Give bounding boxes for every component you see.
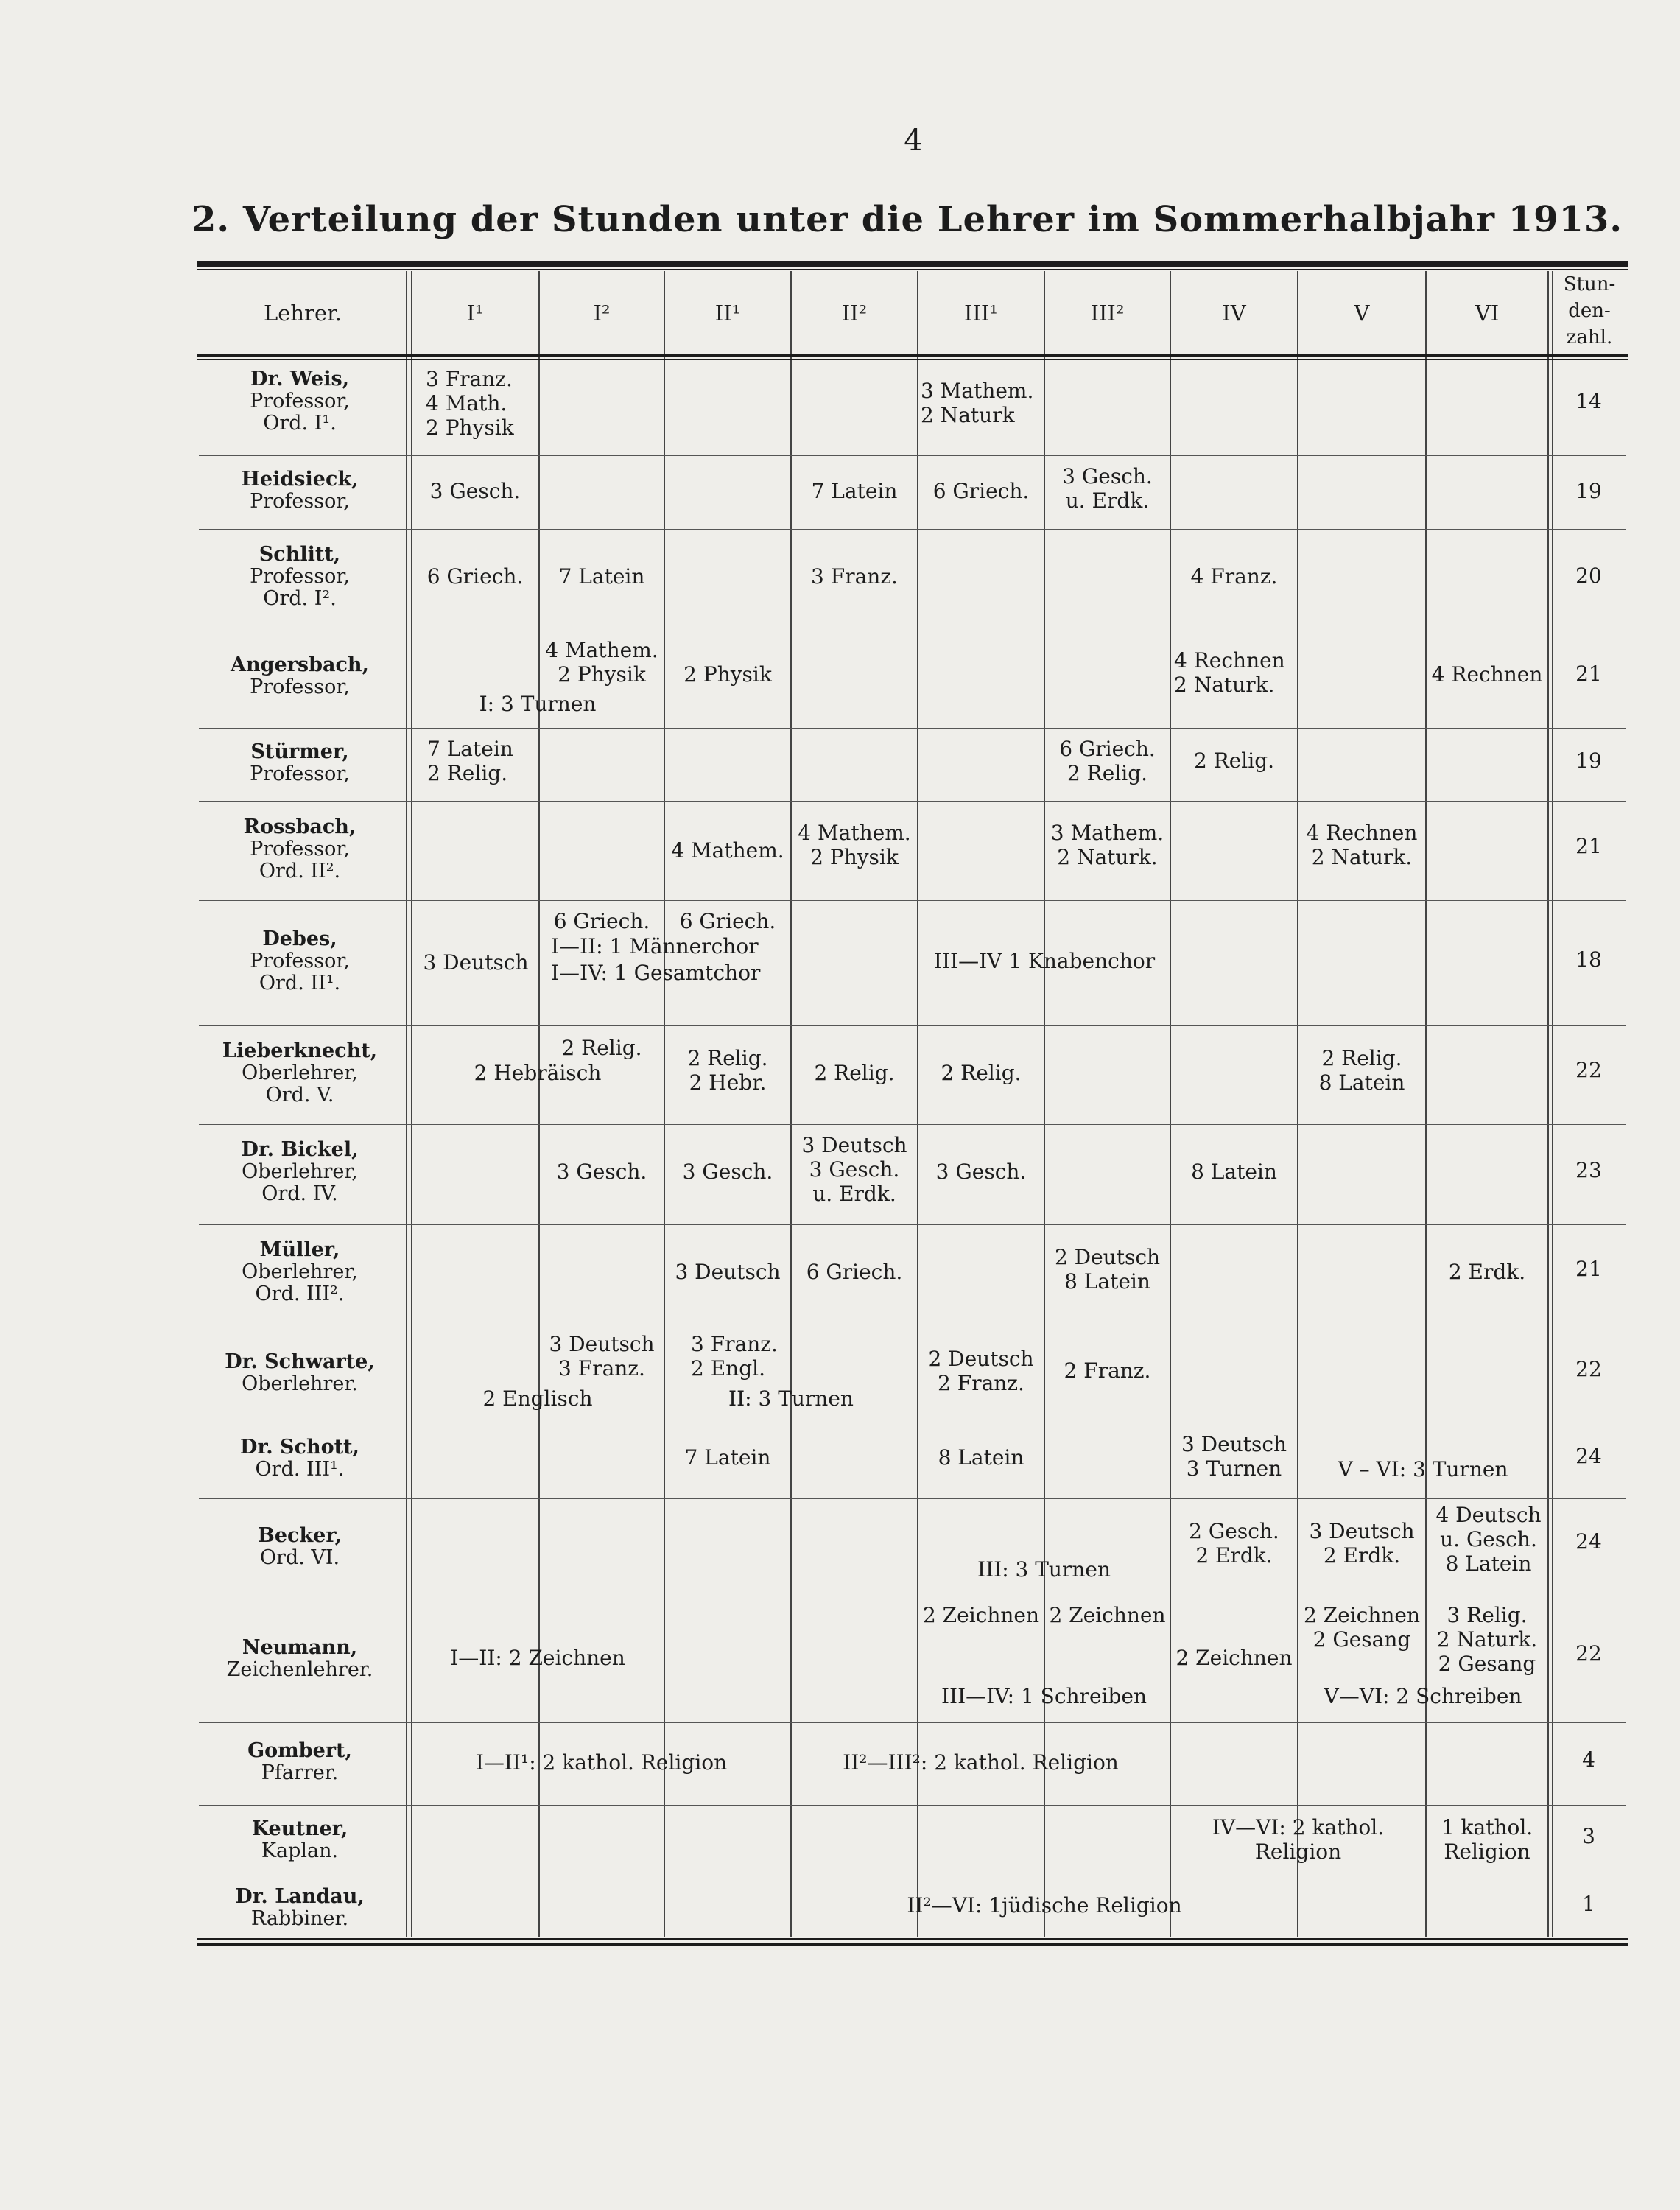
schedule-cell	[1045, 1245, 1170, 1294]
row-divider	[199, 1722, 1626, 1723]
teacher-cell	[200, 816, 399, 883]
schedule-cell: 3 Gesch.	[429, 479, 521, 503]
row-divider	[199, 1124, 1626, 1125]
cell-line: 2 Engl.	[691, 1356, 765, 1381]
schedule-cell	[1298, 1046, 1425, 1095]
cell-line: 2 Naturk	[921, 403, 1015, 427]
teacher-name: Dr. Schott,	[240, 1436, 359, 1459]
schedule-cell	[540, 638, 664, 687]
schedule-cell: 3 Franz.	[811, 564, 898, 589]
row-divider	[199, 529, 1626, 530]
teacher-cell	[200, 1886, 399, 1930]
cell-line: u. Erdk.	[1065, 488, 1150, 513]
teacher-name: Angersbach,	[231, 653, 369, 676]
total-hours: 22	[1575, 1058, 1602, 1082]
cell-line: 3 Deutsch	[1309, 1519, 1415, 1543]
schedule-cell	[1298, 821, 1425, 869]
cell-line: 3 Franz.	[426, 367, 513, 391]
teacher-title: Pfarrer.	[261, 1761, 339, 1784]
header-rule	[197, 354, 1628, 357]
schedule-cell	[1045, 737, 1170, 785]
header-col: I²	[593, 301, 611, 326]
schedule-cell	[1171, 1519, 1297, 1568]
page-title: 2. Verteilung der Stunden unter die Lehrer im Sommerhalbjahr 1913.	[191, 199, 1623, 240]
total-hours: 21	[1575, 1257, 1602, 1281]
cell-line: 1 kathol.	[1441, 1815, 1533, 1839]
row-divider	[199, 1224, 1626, 1225]
teacher-cell	[200, 654, 399, 698]
teacher-cell	[200, 1139, 399, 1205]
cell-line: 3 Gesch.	[809, 1157, 900, 1182]
teacher-name: Dr. Schwarte,	[225, 1350, 375, 1373]
cell-line: 2 Gesang	[1438, 1652, 1536, 1676]
schedule-cell: 4 Rechnen	[1431, 662, 1543, 687]
header-total	[1553, 271, 1625, 351]
row-divider	[199, 728, 1626, 729]
bottom-rule	[197, 1938, 1628, 1940]
schedule-cell: 2 Relig.	[814, 1061, 895, 1085]
cell-line: 2 Hebr.	[689, 1070, 767, 1095]
schedule-cell: 2 Franz.	[1064, 1358, 1151, 1383]
schedule-cell	[792, 1133, 917, 1206]
cell-line: 3 Deutsch	[549, 1332, 655, 1356]
schedule-cell: I—II¹: 2 kathol. Religion	[475, 1750, 728, 1775]
teacher-title: Oberlehrer,	[242, 1160, 358, 1183]
teacher-title: Professor,	[250, 950, 350, 972]
schedule-cell: II: 3 Turnen	[728, 1386, 854, 1411]
header-col: II¹	[714, 301, 741, 326]
row-divider	[199, 1498, 1626, 1499]
teacher-cell	[200, 928, 399, 994]
header-col: IV	[1222, 301, 1246, 326]
teacher-cell	[200, 1239, 399, 1305]
schedule-cell: I: 3 Turnen	[479, 692, 597, 716]
row-divider	[199, 1805, 1626, 1806]
schedule-cell: 6 Griech.	[553, 909, 650, 933]
schedule-cell: 2 Zeichnen	[1049, 1603, 1166, 1627]
teacher-ord: Ord. I¹.	[263, 412, 337, 435]
schedule-cell: III—IV 1 Knabenchor	[933, 949, 1156, 973]
col-divider	[1170, 271, 1171, 1937]
cell-line: 2 Physik	[426, 415, 514, 440]
schedule-cell	[665, 1046, 790, 1095]
teacher-cell	[200, 544, 399, 610]
cell-line: 2 Relig.	[687, 1046, 768, 1070]
cell-line: 8 Latein	[1445, 1551, 1532, 1576]
teacher-name: Lieberknecht,	[222, 1039, 378, 1062]
schedule-cell	[1045, 464, 1170, 513]
cell-line: 3 Turnen	[1186, 1456, 1282, 1481]
teacher-ord: Ord. III².	[255, 1283, 345, 1305]
schedule-cell: II²—III²: 2 kathol. Religion	[843, 1750, 1119, 1775]
schedule-cell	[691, 1332, 778, 1381]
teacher-cell	[200, 1351, 399, 1395]
header-col: V	[1354, 301, 1370, 326]
header-rule-thin	[197, 359, 1628, 360]
teacher-name: Becker,	[258, 1524, 342, 1547]
teacher-name: Stürmer,	[250, 740, 349, 763]
cell-line: 2 Franz.	[938, 1371, 1024, 1395]
teacher-cell	[200, 1818, 399, 1862]
cell-line: 2 Deutsch	[1054, 1245, 1161, 1269]
top-rule-thin	[197, 269, 1628, 270]
teacher-cell	[200, 1637, 399, 1681]
col-divider	[664, 271, 665, 1937]
schedule-cell	[918, 1347, 1044, 1395]
schedule-cell: II²—VI: 1jüdische Religion	[907, 1893, 1182, 1918]
cell-line: 2 Gesang	[1312, 1627, 1411, 1652]
teacher-title: Professor,	[250, 762, 350, 785]
teacher-title: Ord. VI.	[259, 1546, 340, 1569]
teacher-title: Zeichenlehrer.	[226, 1658, 373, 1681]
teacher-title: Ord. III¹.	[255, 1458, 345, 1481]
teacher-title: Professor,	[250, 565, 350, 588]
cell-line: 4 Mathem.	[798, 821, 911, 845]
cell-line: 2 Naturk.	[1057, 845, 1158, 869]
schedule-cell: I—II: 2 Zeichnen	[450, 1646, 625, 1670]
schedule-cell: I—II: 1 Männerchor	[551, 934, 759, 958]
teacher-title: Oberlehrer,	[242, 1260, 358, 1283]
header-col: III¹	[964, 301, 998, 326]
schedule-cell	[1171, 1815, 1425, 1864]
schedule-cell: 7 Latein	[558, 564, 645, 589]
teacher-ord: Ord. V.	[265, 1084, 334, 1106]
schedule-cell	[427, 737, 513, 785]
cell-line: 2 Gesch.	[1189, 1519, 1279, 1543]
schedule-cell	[1298, 1519, 1425, 1568]
cell-line: u. Erdk.	[812, 1182, 896, 1206]
total-hours: 24	[1575, 1444, 1602, 1468]
header-total-line: den-	[1568, 300, 1611, 322]
cell-line: 8 Latein	[1064, 1269, 1150, 1294]
header-col: II²	[841, 301, 868, 326]
teacher-ord: Ord. II².	[259, 860, 341, 883]
total-hours: 20	[1575, 564, 1602, 588]
cell-line: 4 Math.	[426, 391, 507, 415]
cell-line: 2 Naturk.	[1436, 1627, 1538, 1652]
schedule-cell: 7 Latein	[811, 479, 898, 503]
total-hours: 1	[1582, 1892, 1595, 1916]
header-total-line: Stun-	[1563, 273, 1616, 295]
schedule-cell: 4 Franz.	[1190, 564, 1278, 589]
row-divider	[199, 1025, 1626, 1026]
row-divider	[199, 900, 1626, 901]
teacher-title: Rabbiner.	[250, 1907, 349, 1930]
total-hours: 21	[1575, 834, 1602, 858]
schedule-cell	[540, 1332, 664, 1381]
cell-line: 2 Erdk.	[1323, 1543, 1401, 1568]
teacher-name: Neumann,	[242, 1636, 358, 1659]
cell-line: Religion	[1444, 1839, 1530, 1864]
total-hours: 3	[1582, 1824, 1595, 1848]
total-hours: 19	[1575, 748, 1602, 773]
teacher-name: Keutner,	[251, 1817, 348, 1840]
col-divider	[1552, 271, 1553, 1937]
header-col: I¹	[466, 301, 484, 326]
cell-line: 7 Latein	[427, 737, 513, 761]
cell-line: IV—VI: 2 kathol.	[1212, 1815, 1385, 1839]
total-hours: 24	[1575, 1529, 1602, 1554]
teacher-name: Rossbach,	[243, 815, 356, 838]
schedule-cell: III: 3 Turnen	[977, 1557, 1111, 1582]
teacher-name: Dr. Landau,	[235, 1885, 365, 1908]
schedule-cell: 2 Relig.	[561, 1036, 642, 1060]
schedule-cell	[1045, 821, 1170, 869]
bottom-rule-thick	[197, 1943, 1628, 1946]
cell-line: u. Gesch.	[1440, 1527, 1537, 1551]
cell-line: 3 Franz.	[691, 1332, 778, 1356]
schedule-cell: 2 Englisch	[482, 1386, 593, 1411]
teacher-title: Kaplan.	[261, 1839, 339, 1862]
row-divider	[199, 801, 1626, 802]
schedule-cell: 4 Mathem.	[671, 838, 784, 863]
schedule-cell: 6 Griech.	[426, 564, 524, 589]
cell-line: 2 Deutsch	[928, 1347, 1034, 1371]
schedule-cell: 2 Relig.	[1193, 748, 1275, 773]
schedule-cell: 3 Deutsch	[675, 1260, 781, 1284]
schedule-cell	[426, 367, 514, 440]
col-divider	[1547, 271, 1549, 1937]
col-divider	[790, 271, 792, 1937]
schedule-cell	[1427, 1603, 1547, 1676]
schedule-cell: 2 Hebräisch	[474, 1061, 602, 1085]
teacher-cell	[200, 1740, 399, 1784]
teacher-title: Oberlehrer,	[242, 1062, 358, 1084]
schedule-cell: 2 Relig.	[941, 1061, 1022, 1085]
cell-line: 2 Naturk.	[1174, 673, 1275, 697]
teacher-cell	[200, 1525, 399, 1569]
cell-line: 3 Mathem.	[1050, 821, 1164, 845]
total-hours: 19	[1575, 479, 1602, 503]
cell-line: 8 Latein	[1318, 1070, 1405, 1095]
cell-line: 3 Mathem.	[921, 379, 1034, 403]
teacher-name: Debes,	[262, 927, 337, 950]
col-divider	[411, 271, 412, 1937]
teacher-name: Gombert,	[247, 1739, 352, 1762]
teacher-title: Professor,	[250, 676, 350, 698]
cell-line: 3 Gesch.	[1062, 464, 1153, 488]
cell-line: 3 Deutsch	[801, 1133, 907, 1157]
schedule-cell: 3 Gesch.	[935, 1160, 1027, 1184]
teacher-cell	[200, 469, 399, 513]
cell-line: 4 Mathem.	[545, 638, 658, 662]
schedule-cell: 8 Latein	[938, 1445, 1024, 1470]
teacher-title: Professor,	[250, 390, 350, 413]
teacher-name: Schlitt,	[259, 543, 341, 566]
teacher-title: Professor,	[250, 838, 350, 860]
header-col: III²	[1090, 301, 1125, 326]
cell-line: 4 Rechnen	[1306, 821, 1418, 845]
schedule-cell: 6 Griech.	[679, 909, 776, 933]
teacher-cell	[200, 368, 399, 435]
schedule-cell	[1171, 1432, 1297, 1481]
teacher-cell	[200, 1040, 399, 1106]
total-hours: 22	[1575, 1641, 1602, 1666]
teacher-name: Heidsieck,	[241, 468, 359, 491]
cell-line: Religion	[1254, 1839, 1342, 1864]
page-number: 4	[904, 124, 923, 158]
cell-line: 2 Relig.	[1321, 1046, 1402, 1070]
row-divider	[199, 455, 1626, 456]
header-total-line: zahl.	[1566, 326, 1613, 348]
teacher-ord: Ord. II¹.	[259, 972, 341, 994]
teacher-title: Oberlehrer.	[242, 1372, 358, 1395]
cell-line: 2 Physik	[558, 662, 646, 687]
schedule-cell: 3 Gesch.	[682, 1160, 773, 1184]
col-divider	[406, 271, 407, 1937]
teacher-title: Professor,	[250, 490, 350, 513]
cell-line: 4 Deutsch	[1435, 1503, 1542, 1527]
teacher-name: Dr. Bickel,	[241, 1138, 359, 1161]
schedule-cell: 3 Deutsch	[423, 950, 529, 975]
schedule-cell: 6 Griech.	[806, 1260, 903, 1284]
cell-line: 2 Erdk.	[1195, 1543, 1273, 1568]
total-hours: 22	[1575, 1357, 1602, 1381]
cell-line: 3 Deutsch	[1181, 1432, 1287, 1456]
schedule-cell	[1427, 1815, 1547, 1864]
teacher-cell	[200, 741, 399, 785]
cell-line: 3 Franz.	[558, 1356, 645, 1381]
teacher-ord: Ord. I².	[263, 587, 337, 610]
schedule-cell	[1298, 1603, 1425, 1652]
schedule-cell: 3 Gesch.	[556, 1160, 647, 1184]
header-lehrer: Lehrer.	[263, 301, 342, 326]
teacher-ord: Ord. IV.	[261, 1182, 338, 1205]
schedule-cell: V—VI: 2 Schreiben	[1324, 1684, 1522, 1708]
header-col: VI	[1475, 301, 1500, 326]
schedule-cell: 2 Physik	[683, 662, 772, 687]
schedule-cell	[1174, 648, 1285, 697]
cell-line: 2 Relig.	[1066, 761, 1148, 785]
col-divider	[538, 271, 540, 1937]
cell-line: 4 Rechnen	[1174, 648, 1285, 673]
total-hours: 14	[1575, 389, 1602, 413]
schedule-cell: 2 Zeichnen	[922, 1603, 1040, 1627]
cell-line: 2 Zeichnen	[1303, 1603, 1421, 1627]
cell-line: 3 Relig.	[1447, 1603, 1528, 1627]
total-hours: 4	[1582, 1747, 1595, 1772]
total-hours: 23	[1575, 1158, 1602, 1182]
cell-line: 2 Naturk.	[1311, 845, 1413, 869]
schedule-cell: 7 Latein	[684, 1445, 771, 1470]
top-rule	[197, 261, 1628, 267]
schedule-cell	[792, 821, 917, 869]
schedule-cell: III—IV: 1 Schreiben	[941, 1684, 1147, 1708]
teacher-name: Müller,	[259, 1238, 340, 1261]
schedule-cell: 8 Latein	[1191, 1160, 1277, 1184]
teacher-name: Dr. Weis,	[250, 368, 350, 390]
schedule-cell: 2 Zeichnen	[1175, 1646, 1293, 1670]
teacher-cell	[200, 1436, 399, 1481]
cell-line: 2 Relig.	[427, 761, 508, 785]
schedule-cell: V – VI: 3 Turnen	[1338, 1457, 1508, 1481]
total-hours: 21	[1575, 662, 1602, 686]
schedule-cell: 6 Griech.	[932, 479, 1030, 503]
schedule-cell: 2 Erdk.	[1448, 1260, 1526, 1284]
schedule-cell: I—IV: 1 Gesamtchor	[551, 961, 761, 985]
total-hours: 18	[1575, 947, 1602, 972]
schedule-cell	[1427, 1503, 1550, 1576]
schedule-cell	[921, 379, 1033, 427]
cell-line: 2 Physik	[810, 845, 899, 869]
cell-line: 6 Griech.	[1059, 737, 1156, 761]
